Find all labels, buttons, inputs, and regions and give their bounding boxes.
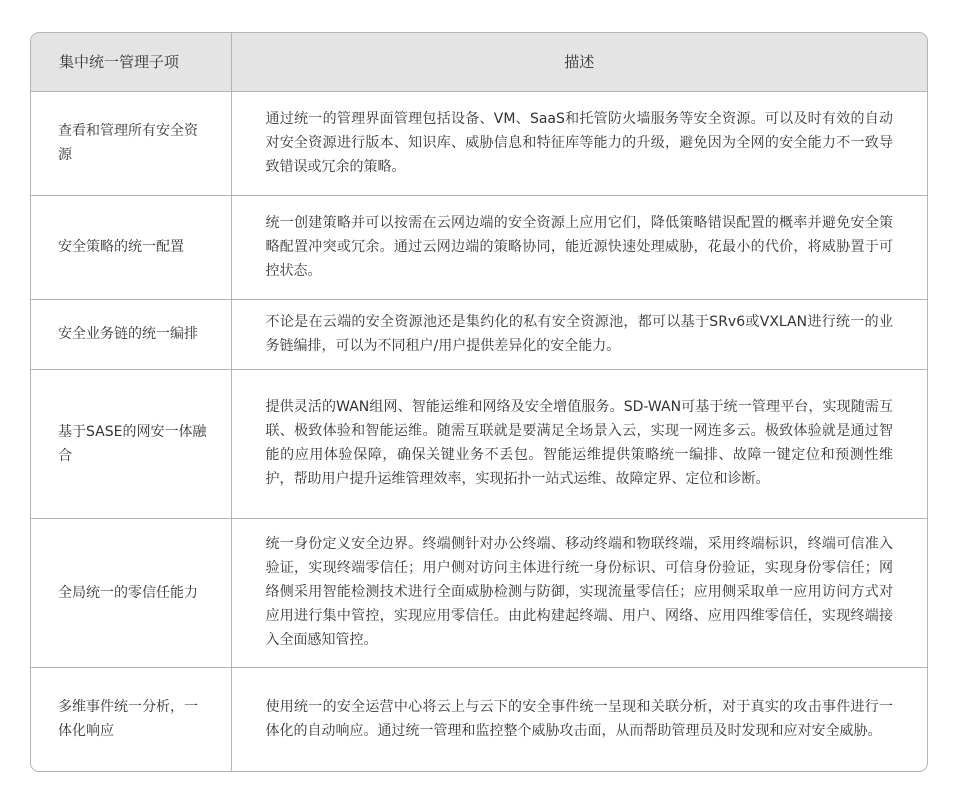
row-item: 全局统一的零信任能力 [31,518,231,667]
row-item: 安全业务链的统一编排 [31,299,231,369]
row-description: 通过统一的管理界面管理包括设备、VM、SaaS和托管防火墙服务等安全资源。可以及时有效的自动对安全资源进行版本、知识库、威胁信息和特征库等能力的升级，避免因为全网的安全能力不一致导致错误或冗余的策略。 [231,91,927,195]
row-item: 基于SASE的网安一体融合 [31,369,231,518]
row-description: 统一身份定义安全边界。终端侧针对办公终端、移动终端和物联终端，采用终端标识，终端可信准入验证，实现终端零信任；用户侧对访问主体进行统一身份标识、可信身份验证，实现身份零信任；网络侧采用智能检测技术进行全面威胁检测与防御，实现流量零信任；应用侧采取单一应用访问方式对应用进行集中管控，实现应用零信任。由此构建起终端、用户、网络、应用四维零信任，实现终端接入全面感知管控。 [231,518,927,667]
table-row [31,195,927,299]
row-item: 多维事件统一分析，一体化响应 [31,667,231,771]
management-table-container [30,32,928,772]
table-row [31,369,927,518]
row-description: 提供灵活的WAN组网、智能运维和网络及安全增值服务。SD-WAN可基于统一管理平台，实现随需互联、极致体验和智能运维。随需互联就是要满足全场景入云，实现一网连多云。极致体验就是通过智能的应用体验保障，确保关键业务不丢包。智能运维提供策略统一编排、故障一键定位和预测性维护，帮助用户提升运维管理效率，实现拓扑一站式运维、故障定界、定位和诊断。 [231,369,927,518]
row-item: 查看和管理所有安全资源 [31,91,231,195]
row-description: 使用统一的安全运营中心将云上与云下的安全事件统一呈现和关联分析，对于真实的攻击事件进行一体化的自动响应。通过统一管理和监控整个威胁攻击面，从而帮助管理员及时发现和应对安全威胁。 [231,667,927,771]
table-row [31,667,927,771]
header-item: 集中统一管理子项 [31,33,231,91]
table-row [31,299,927,369]
row-description: 统一创建策略并可以按需在云网边端的安全资源上应用它们，降低策略错误配置的概率并避免安全策略配置冲突或冗余。通过云网边端的策略协同，能近源快速处理威胁，花最小的代价，将威胁置于可控状态。 [231,195,927,299]
table-row [31,518,927,667]
table-row [31,91,927,195]
row-item: 安全策略的统一配置 [31,195,231,299]
row-description: 不论是在云端的安全资源池还是集约化的私有安全资源池，都可以基于SRv6或VXLAN进行统一的业务链编排，可以为不同租户/用户提供差异化的安全能力。 [231,299,927,369]
table-header-row [31,33,927,91]
management-table [31,33,927,771]
header-description: 描述 [231,33,927,91]
